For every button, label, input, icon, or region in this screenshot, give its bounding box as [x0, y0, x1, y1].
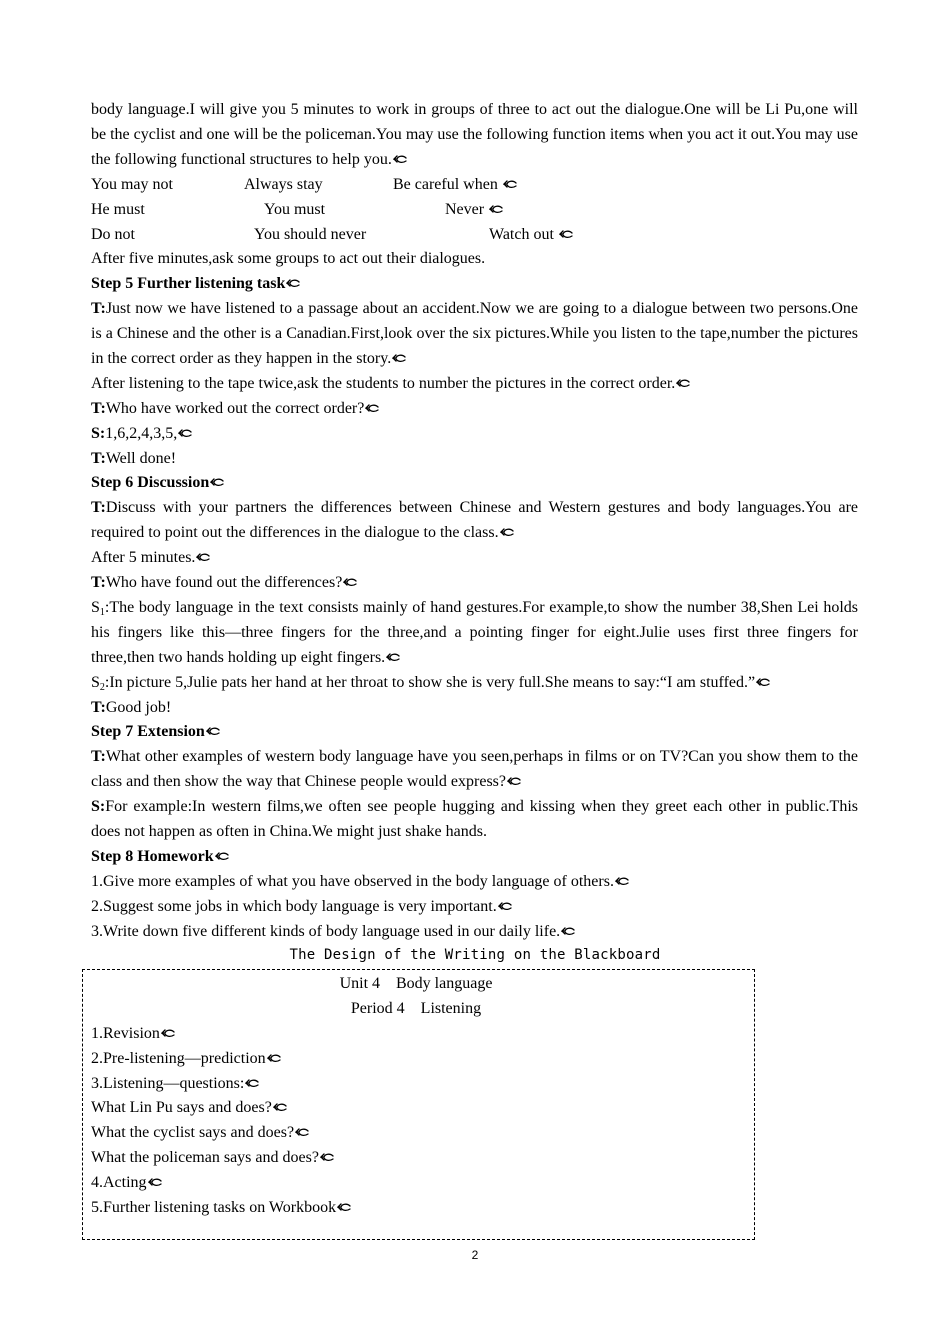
structure-row: You may not Always stay Be careful when: [91, 173, 858, 198]
blackboard-item: 5.Further listening tasks on Workbook: [91, 1196, 751, 1221]
step7-teacher-paragraph: T:What other examples of western body language have you seen,perhaps in films or on TV?Can you show them to the class and then show the way that Chinese people would express?: [91, 748, 858, 791]
step7-heading: Step 7 Extension: [91, 720, 858, 745]
paragraph-mark-icon: [215, 852, 229, 862]
paragraph-mark-icon: [337, 1203, 351, 1213]
paragraph-mark-icon: [320, 1153, 334, 1163]
paragraph-mark-icon: [676, 379, 690, 389]
paragraph-mark-icon: [559, 230, 573, 240]
paragraph-mark-icon: [206, 727, 220, 737]
paragraph-mark-icon: [196, 553, 210, 563]
blackboard-item: 2.Pre-listening—prediction: [91, 1047, 751, 1072]
paragraph-mark-icon: [507, 777, 521, 787]
paragraph-mark-icon: [393, 155, 407, 165]
step6-heading: Step 6 Discussion: [91, 471, 858, 496]
paragraph-mark-icon: [148, 1178, 162, 1188]
paragraph-mark-icon: [365, 404, 379, 414]
paragraph-mark-icon: [756, 678, 770, 688]
homework-item: 1.Give more examples of what you have observed in the body language of others.: [91, 870, 858, 895]
blackboard-item: What Lin Pu says and does?: [91, 1096, 751, 1121]
paragraph-mark-icon: [295, 1128, 309, 1138]
paragraph-mark-icon: [178, 429, 192, 439]
paragraph-mark-icon: [503, 180, 517, 190]
paragraph-mark-icon: [386, 653, 400, 663]
step6-good-job: T:Good job!: [91, 698, 172, 716]
homework-item: 3.Write down five different kinds of body language used in our daily life.: [91, 920, 858, 945]
blackboard-item: What the policeman says and does?: [91, 1146, 751, 1171]
paragraph-mark-icon: [267, 1054, 281, 1064]
blackboard-item: What the cyclist says and does?: [91, 1121, 751, 1146]
structure-row: Do not You should never Watch out: [91, 223, 858, 248]
paragraph-mark-icon: [286, 279, 300, 289]
paragraph-mark-icon: [273, 1103, 287, 1113]
step5-question: T:Who have worked out the correct order?: [91, 397, 858, 422]
step8-heading: Step 8 Homework: [91, 845, 858, 870]
blackboard-box: [82, 969, 755, 1240]
structure-row: He must You must Never: [91, 198, 858, 223]
intro-paragraph: body language.I will give you 5 minutes to work in groups of three to act out the dialogue.One will be Li Pu,one will be the cyclist and one will be the policeman.You may use the following function items when you act it out.You may use the following functional structures to help you.: [91, 101, 858, 168]
step5-student-answer: S:1,6,2,4,3,5,: [91, 422, 858, 447]
step5-teacher-paragraph: T:Just now we have listened to a passage about an accident.Now we are going to a dialogue between two persons.One is a Chinese and the other is a Canadian.First,look over the six pictures.While you listen to the tape,number the pictures in the correct order as they happen in the story.: [91, 300, 858, 367]
paragraph-mark-icon: [615, 877, 629, 887]
step5-heading: Step 5 Further listening task: [91, 272, 858, 297]
step6-student1-answer: $S_1:The$ body language in the text consists mainly of hand gestures.For example,to show the number 38,Shen Lei holds his fingers like this—three fingers for the three,and a pointing finger for eight.Julie uses first three fingers for three,then two hands holding up eight fingers.: [91, 598, 858, 666]
blackboard-period: Period 4 Listening: [350, 999, 482, 1017]
paragraph-mark-icon: [561, 927, 575, 937]
step6-after: After 5 minutes.: [91, 546, 858, 571]
blackboard-unit: Unit 4 Body language: [339, 975, 493, 992]
step6-student2-answer: $S_2:In$ picture 5,Julie pats her hand at her throat to show she is very full.She means to say:“I am stuffed.”: [91, 671, 858, 696]
step5-after: After listening to the tape twice,ask the students to number the pictures in the correct order.: [91, 372, 858, 397]
paragraph-mark-icon: [498, 902, 512, 912]
paragraph-mark-icon: [161, 1029, 175, 1039]
step5-well-done: T:Well done!: [91, 449, 177, 467]
document-body: [91, 98, 858, 945]
blackboard-item: 4.Acting: [91, 1171, 751, 1196]
intro-after: After five minutes,ask some groups to act out their dialogues.: [91, 250, 486, 268]
paragraph-mark-icon: [210, 478, 224, 488]
paragraph-mark-icon: [343, 578, 357, 588]
homework-item: 2.Suggest some jobs in which body language is very important.: [91, 895, 858, 920]
paragraph-mark-icon: [245, 1079, 259, 1089]
paragraph-mark-icon: [392, 354, 406, 364]
page-number: 2: [471, 1248, 479, 1262]
blackboard-item: 3.Listening—questions:: [91, 1072, 751, 1097]
paragraph-mark-icon: [500, 528, 514, 538]
paragraph-mark-icon: [489, 205, 503, 215]
blackboard-title: The Design of the Writing on the Blackboard: [289, 947, 661, 963]
blackboard-item: 1.Revision: [91, 1022, 751, 1047]
step6-teacher-paragraph: T:Discuss with your partners the differences between Chinese and Western gestures and body languages.You are required to point out the differences in the dialogue to the class.: [91, 499, 858, 542]
step7-student-paragraph: S:For example:In western films,we often see people hugging and kissing when they greet each other in public.This does not happen as often in China.We might just shake hands.: [91, 798, 858, 841]
step6-question: T:Who have found out the differences?: [91, 571, 858, 596]
